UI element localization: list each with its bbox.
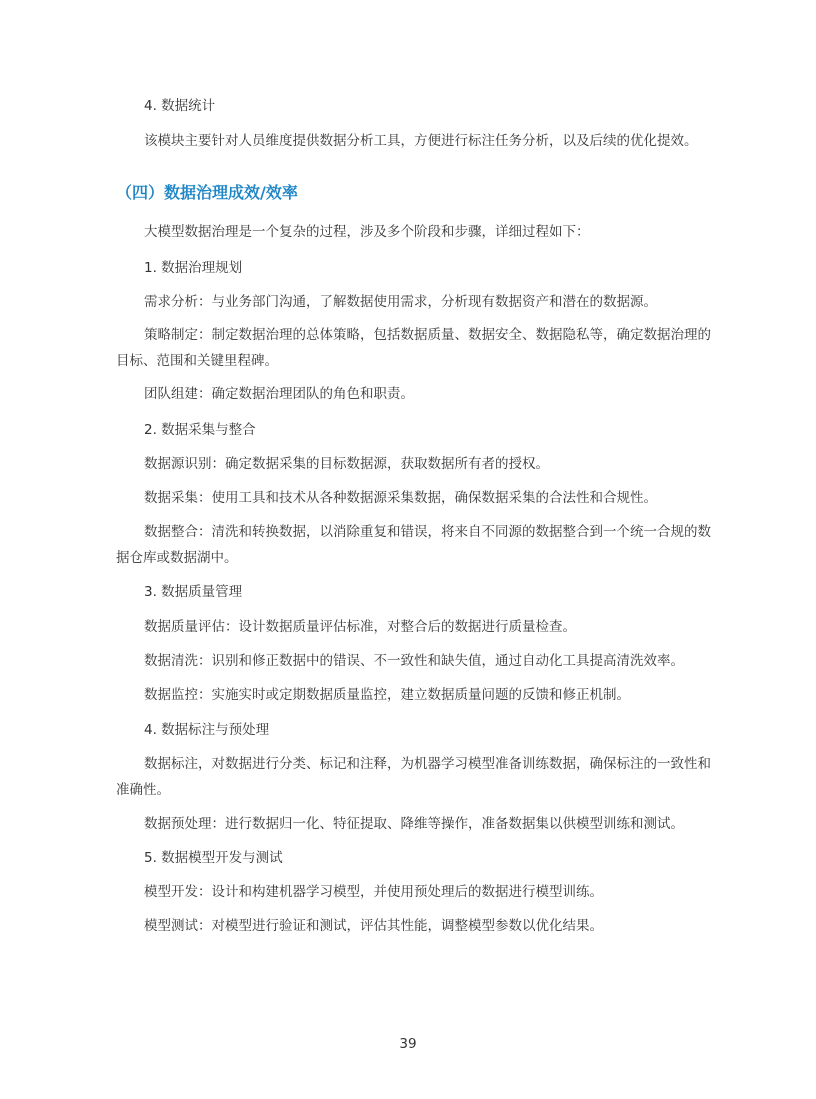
- paragraph: 策略制定：制定数据治理的总体策略，包括数据质量、数据安全、数据隐私等，确定数据治理的目标、范围和关键里程碑。: [116, 327, 711, 369]
- paragraph: 数据监控：实施实时或定期数据质量监控，建立数据质量问题的反馈和修正机制。: [144, 687, 630, 703]
- paragraph: 数据采集：使用工具和技术从各种数据源采集数据，确保数据采集的合法性和合规性。: [144, 490, 657, 506]
- paragraph: 数据整合：清洗和转换数据，以消除重复和错误，将来自不同源的数据整合到一个统一合规的数据仓库或数据湖中。: [116, 524, 711, 566]
- subsection-title: 2. 数据采集与整合: [144, 422, 256, 438]
- paragraph: 模型开发：设计和构建机器学习模型，并使用预处理后的数据进行模型训练。: [144, 884, 603, 900]
- paragraph: 数据源识别：确定数据采集的目标数据源，获取数据所有者的授权。: [144, 456, 549, 472]
- paragraph: 需求分析：与业务部门沟通，了解数据使用需求，分析现有数据资产和潜在的数据源。: [144, 294, 657, 310]
- subsection-title: 1. 数据治理规划: [144, 260, 243, 276]
- subsection-title: 4. 数据标注与预处理: [144, 722, 270, 738]
- paragraph: 数据清洗：识别和修正数据中的错误、不一致性和缺失值，通过自动化工具提高清洗效率。: [144, 653, 684, 669]
- paragraph: 大模型数据治理是一个复杂的过程，涉及多个阶段和步骤，详细过程如下：: [144, 224, 590, 240]
- paragraph: 数据预处理：进行数据归一化、特征提取、降维等操作，准备数据集以供模型训练和测试。: [144, 816, 684, 832]
- paragraph: 数据标注，对数据进行分类、标记和注释，为机器学习模型准备训练数据，确保标注的一致性和准确性。: [116, 756, 711, 798]
- paragraph: 数据质量评估：设计数据质量评估标准，对整合后的数据进行质量检查。: [144, 619, 576, 635]
- subsection-title: 3. 数据质量管理: [144, 584, 243, 600]
- page-number: 39: [399, 1036, 417, 1052]
- section-heading: （四）数据治理成效/效率: [116, 183, 298, 202]
- subsection-title: 5. 数据模型开发与测试: [144, 850, 283, 866]
- document-page: [116, 0, 716, 1099]
- paragraph: 团队组建：确定数据治理团队的角色和职责。: [144, 386, 414, 402]
- paragraph: 模型测试：对模型进行验证和测试，评估其性能，调整模型参数以优化结果。: [144, 918, 603, 934]
- subsection-title: 4. 数据统计: [144, 98, 216, 114]
- paragraph: 该模块主要针对人员维度提供数据分析工具，方便进行标注任务分析，以及后续的优化提效。: [144, 133, 698, 149]
